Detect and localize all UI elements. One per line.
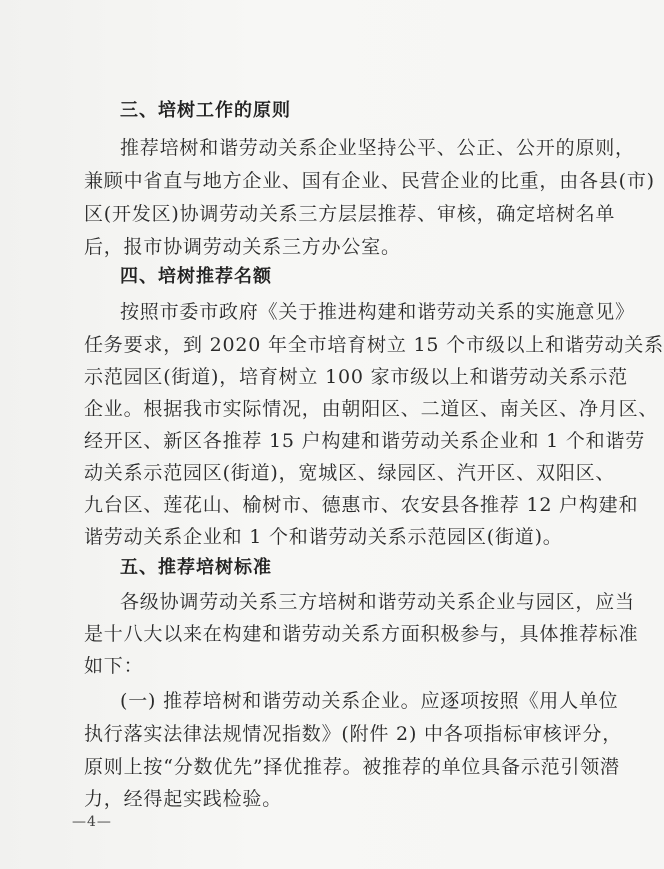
paragraph-line: 区(开发区)协调劳动关系三方层层推荐、审核，确定培树名单 — [84, 203, 616, 225]
paragraph-line: 经开区、新区各推荐 15 户构建和谐劳动关系企业和 1 个和谐劳 — [84, 430, 646, 452]
section-heading-5: 五、推荐培树标准 — [120, 557, 272, 578]
section-heading-3: 三、培树工作的原则 — [120, 100, 291, 121]
paragraph-line: 动关系示范园区(街道)，宽城区、绿园区、汽开区、双阳区、 — [84, 462, 616, 484]
section-heading-4: 四、培树推荐名额 — [120, 266, 272, 287]
paragraph-line: 各级协调劳动关系三方培树和谐劳动关系企业与园区，应当 — [120, 591, 635, 613]
paragraph-line: 如下： — [84, 655, 144, 677]
paragraph-line: 示范园区(街道)，培育树立 100 家市级以上和谐劳动关系示范 — [84, 366, 628, 388]
paragraph-line: 是十八大以来在构建和谐劳动关系方面积极参与，具体推荐标准 — [84, 623, 639, 645]
page-number: —4— — [72, 814, 112, 830]
paragraph-line: 谐劳动关系企业和 1 个和谐劳动关系示范园区(街道)。 — [84, 526, 563, 548]
paragraph-line: 兼顾中省直与地方企业、国有企业、民营企业的比重，由各县(市) — [84, 170, 655, 192]
paragraph-line: 任务要求，到 2020 年全市培育树立 15 个市级以上和谐劳动关系 — [84, 334, 664, 356]
subsection-line: (一) 推荐培树和谐劳动关系企业。应逐项按照《用人单位 — [120, 690, 619, 712]
paragraph-line: 推荐培树和谐劳动关系企业坚持公平、公正、公开的原则， — [120, 137, 635, 159]
paragraph-line: 后，报市协调劳动关系三方办公室。 — [84, 236, 401, 258]
paragraph-line: 执行落实法律法规情况指数》(附件 2) 中各项指标审核评分， — [84, 723, 622, 745]
paragraph-line: 九台区、莲花山、榆树市、德惠市、农安县各推荐 12 户构建和 — [84, 494, 639, 516]
paragraph-line: 按照市委市政府《关于推进构建和谐劳动关系的实施意见》 — [120, 301, 635, 323]
paragraph-line: 企业。根据我市实际情况，由朝阳区、二道区、南关区、净月区、 — [84, 398, 659, 420]
paragraph-line: 原则上按“分数优先”择优推荐。被推荐的单位具备示范引领潜 — [84, 756, 620, 778]
paragraph-line: 力，经得起实践检验。 — [84, 788, 283, 810]
